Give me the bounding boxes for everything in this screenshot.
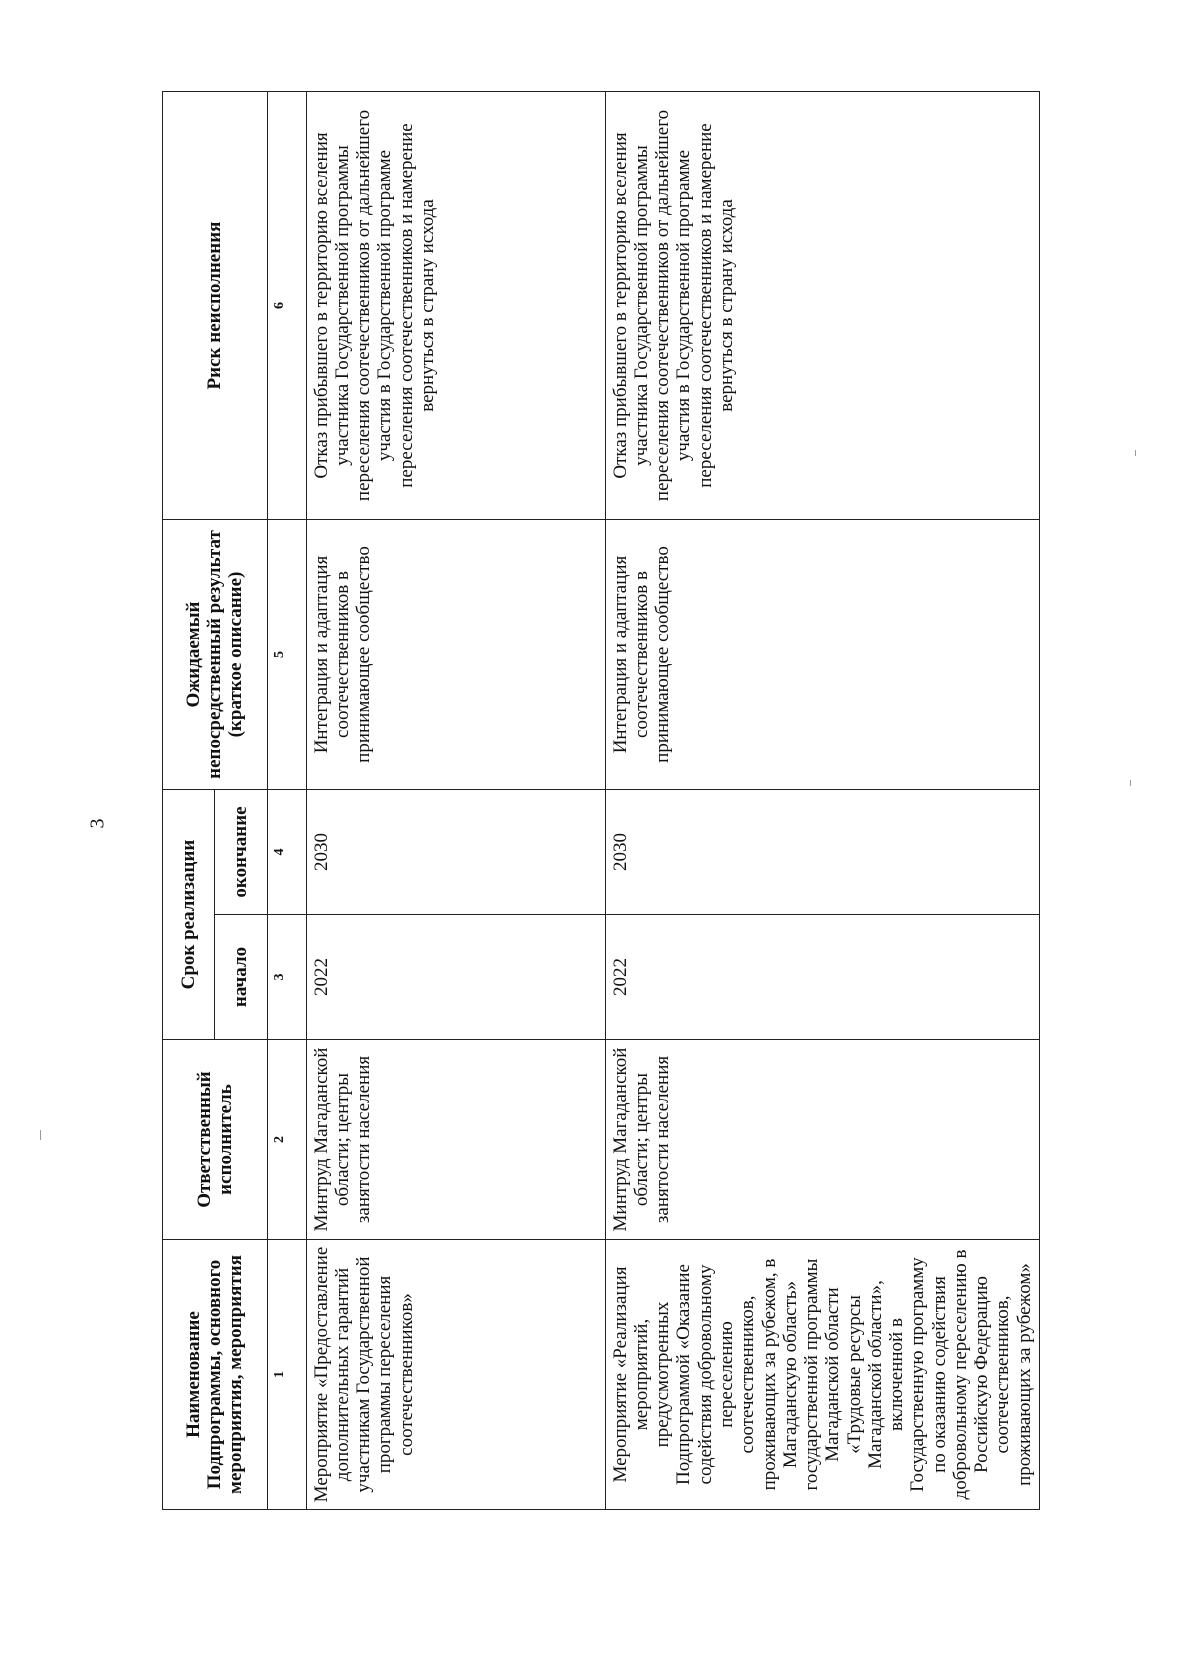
column-number: 1	[267, 1240, 306, 1510]
column-number: 5	[267, 520, 306, 790]
scan-speck	[40, 1130, 41, 1140]
end-year-cell: 2030	[605, 790, 1039, 915]
scan-speck	[1135, 450, 1136, 456]
expected-result-cell: Интеграция и адаптация соотечественников в принимающее сообщество	[306, 520, 605, 790]
header-risk: Риск неисполнения	[163, 92, 268, 520]
start-year-cell: 2022	[306, 915, 605, 1040]
scan-speck	[1130, 780, 1131, 786]
table-row	[605, 92, 1039, 1510]
column-number: 2	[267, 1040, 306, 1240]
column-number-row	[267, 92, 306, 1510]
risk-cell: Отказ прибывшего в территорию вселения участника Государственной программы переселения соотечественников от дальнейшего участия в Государственной программе переселения соотечественников и намерение вернуться в страну исхода	[605, 92, 1039, 520]
table-row	[306, 92, 605, 1510]
header-responsible: Ответственный исполнитель	[163, 1040, 268, 1240]
activity-name-cell: Мероприятие «Предоставление дополнительных гарантий участникам Государственной программы переселения соотечественников»	[306, 1240, 605, 1510]
column-number: 3	[267, 915, 306, 1040]
header-name: Наименование Подпрограммы, основного мероприятия, мероприятия	[163, 1240, 268, 1510]
header-period: Срок реализации	[163, 790, 215, 1040]
column-number: 4	[267, 790, 306, 915]
responsible-cell: Минтруд Магаданской области; центры занятости населения	[306, 1040, 605, 1240]
table-container	[162, 92, 1040, 1510]
implementation-plan-table	[162, 91, 1040, 1510]
header-row	[163, 92, 215, 1510]
start-year-cell: 2022	[605, 915, 1039, 1040]
activity-name-cell: Мероприятие «Реализация мероприятий, предусмотренных Подпрограммой «Оказание содействия добровольному переселению соотечественников, проживающих за рубежом, в Магаданскую область» государственной программы Магаданской области «Трудовые ресурсы Магаданской области», включенной в Государственную программу по оказанию содействия добровольному переселению в Российскую Федерацию соотечественников, проживающих за рубежом»	[605, 1240, 1039, 1510]
header-result: Ожидаемый непосредственный результат (краткое описание)	[163, 520, 268, 790]
header-end: окончание	[215, 790, 267, 915]
header-start: начало	[215, 915, 267, 1040]
responsible-cell: Минтруд Магаданской области; центры занятости населения	[605, 1040, 1039, 1240]
page-number: 3	[86, 818, 109, 829]
end-year-cell: 2030	[306, 790, 605, 915]
expected-result-cell: Интеграция и адаптация соотечественников в принимающее сообщество	[605, 520, 1039, 790]
column-number: 6	[267, 92, 306, 520]
risk-cell: Отказ прибывшего в территорию вселения участника Государственной программы переселения соотечественников от дальнейшего участия в Государственной программе переселения соотечественников и намерение вернуться в страну исхода	[306, 92, 605, 520]
